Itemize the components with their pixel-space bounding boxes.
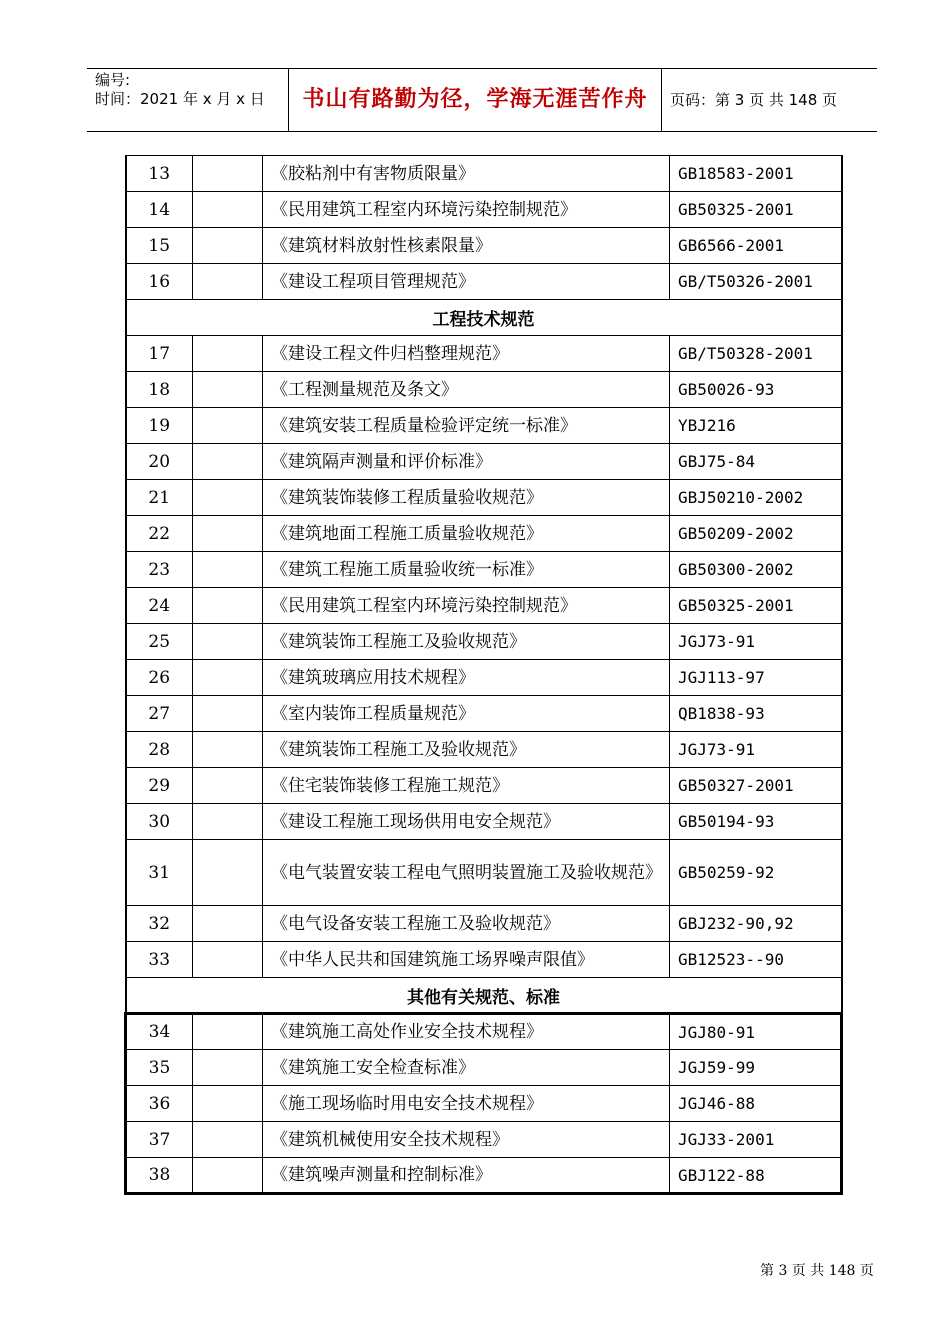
row-blank-cell — [193, 1158, 263, 1194]
section-row — [126, 300, 842, 336]
row-number: 28 — [126, 732, 193, 768]
row-blank-cell — [193, 624, 263, 660]
standard-name: 《建筑装饰装修工程质量验收规范》 — [263, 480, 670, 516]
standard-code: JGJ80-91 — [670, 1014, 842, 1050]
serial-label: 编号: — [95, 71, 131, 89]
table-row — [126, 906, 842, 942]
table-row — [126, 516, 842, 552]
standard-name: 《电气装置安装工程电气照明装置施工及验收规范》 — [263, 840, 670, 906]
row-number: 29 — [126, 768, 193, 804]
standard-code: GB50325-2001 — [670, 192, 842, 228]
standard-name: 《建筑材料放射性核素限量》 — [263, 228, 670, 264]
table-row — [126, 660, 842, 696]
standards-table-body — [126, 156, 842, 1194]
section-row — [126, 978, 842, 1014]
row-blank-cell — [193, 372, 263, 408]
page-header — [87, 68, 877, 132]
standard-name: 《室内装饰工程质量规范》 — [263, 696, 670, 732]
header-motto: 书山有路勤为径，学海无涯苦作舟 — [302, 87, 648, 112]
standard-code: JGJ73-91 — [670, 624, 842, 660]
standard-code: GB50300-2002 — [670, 552, 842, 588]
standard-code: YBJ216 — [670, 408, 842, 444]
row-number: 25 — [126, 624, 193, 660]
row-blank-cell — [193, 1086, 263, 1122]
row-number: 36 — [126, 1086, 193, 1122]
table-row — [126, 1158, 842, 1194]
standard-name: 《建筑装饰工程施工及验收规范》 — [263, 732, 670, 768]
header-meta — [95, 71, 285, 109]
standard-code: GBJ75-84 — [670, 444, 842, 480]
standards-table — [124, 155, 843, 1195]
row-number: 14 — [126, 192, 193, 228]
row-blank-cell — [193, 552, 263, 588]
standard-name: 《建筑机械使用安全技术规程》 — [263, 1122, 670, 1158]
standard-code: GB50209-2002 — [670, 516, 842, 552]
table-row — [126, 732, 842, 768]
row-blank-cell — [193, 516, 263, 552]
standard-code: GB6566-2001 — [670, 228, 842, 264]
row-number: 37 — [126, 1122, 193, 1158]
row-number: 24 — [126, 588, 193, 624]
standard-name: 《建设工程文件归档整理规范》 — [263, 336, 670, 372]
row-number: 27 — [126, 696, 193, 732]
section-title: 其他有关规范、标准 — [126, 978, 842, 1014]
row-number: 23 — [126, 552, 193, 588]
table-row — [126, 1014, 842, 1050]
standard-name: 《中华人民共和国建筑施工场界噪声限值》 — [263, 942, 670, 978]
row-number: 31 — [126, 840, 193, 906]
standard-code: GB50026-93 — [670, 372, 842, 408]
standard-name: 《民用建筑工程室内环境污染控制规范》 — [263, 192, 670, 228]
row-number: 38 — [126, 1158, 193, 1194]
standard-code: JGJ33-2001 — [670, 1122, 842, 1158]
row-blank-cell — [193, 588, 263, 624]
section-title: 工程技术规范 — [126, 300, 842, 336]
table-row — [126, 840, 842, 906]
standard-code: GB12523--90 — [670, 942, 842, 978]
row-number: 18 — [126, 372, 193, 408]
row-blank-cell — [193, 768, 263, 804]
table-row — [126, 408, 842, 444]
table-row — [126, 942, 842, 978]
table-row — [126, 156, 842, 192]
table-row — [126, 228, 842, 264]
row-number: 35 — [126, 1050, 193, 1086]
standard-name: 《建设工程项目管理规范》 — [263, 264, 670, 300]
row-number: 13 — [126, 156, 193, 192]
row-blank-cell — [193, 732, 263, 768]
standard-name: 《建设工程施工现场供用电安全规范》 — [263, 804, 670, 840]
row-blank-cell — [193, 840, 263, 906]
standard-code: GB/T50326-2001 — [670, 264, 842, 300]
table-row — [126, 696, 842, 732]
table-row — [126, 1050, 842, 1086]
row-blank-cell — [193, 192, 263, 228]
standard-name: 《建筑噪声测量和控制标准》 — [263, 1158, 670, 1194]
row-blank-cell — [193, 336, 263, 372]
table-row — [126, 1086, 842, 1122]
row-number: 20 — [126, 444, 193, 480]
row-blank-cell — [193, 906, 263, 942]
row-number: 21 — [126, 480, 193, 516]
row-blank-cell — [193, 1122, 263, 1158]
standard-name: 《住宅装饰装修工程施工规范》 — [263, 768, 670, 804]
row-blank-cell — [193, 408, 263, 444]
standard-name: 《建筑隔声测量和评价标准》 — [263, 444, 670, 480]
standard-code: GB50325-2001 — [670, 588, 842, 624]
standard-code: GBJ122-88 — [670, 1158, 842, 1194]
table-row — [126, 624, 842, 660]
standard-name: 《建筑工程施工质量验收统一标准》 — [263, 552, 670, 588]
row-blank-cell — [193, 156, 263, 192]
standard-code: JGJ73-91 — [670, 732, 842, 768]
table-row — [126, 552, 842, 588]
standard-code: GB18583-2001 — [670, 156, 842, 192]
standard-code: JGJ59-99 — [670, 1050, 842, 1086]
standard-name: 《建筑玻璃应用技术规程》 — [263, 660, 670, 696]
row-blank-cell — [193, 480, 263, 516]
standard-code: JGJ46-88 — [670, 1086, 842, 1122]
row-number: 30 — [126, 804, 193, 840]
standard-code: GBJ232-90,92 — [670, 906, 842, 942]
table-row — [126, 588, 842, 624]
row-number: 22 — [126, 516, 193, 552]
standard-name: 《建筑装饰工程施工及验收规范》 — [263, 624, 670, 660]
standard-name: 《电气设备安装工程施工及验收规范》 — [263, 906, 670, 942]
standard-name: 《建筑施工安全检查标准》 — [263, 1050, 670, 1086]
time-label: 时间：2021 年 x 月 x 日 — [95, 90, 265, 108]
standard-code: QB1838-93 — [670, 696, 842, 732]
row-number: 15 — [126, 228, 193, 264]
standard-code: GB50259-92 — [670, 840, 842, 906]
row-blank-cell — [193, 228, 263, 264]
row-number: 19 — [126, 408, 193, 444]
standard-name: 《建筑安装工程质量检验评定统一标准》 — [263, 408, 670, 444]
row-blank-cell — [193, 696, 263, 732]
table-row — [126, 264, 842, 300]
standard-code: GB/T50328-2001 — [670, 336, 842, 372]
row-blank-cell — [193, 942, 263, 978]
row-blank-cell — [193, 804, 263, 840]
table-row — [126, 804, 842, 840]
table-row — [126, 192, 842, 228]
standard-code: GBJ50210-2002 — [670, 480, 842, 516]
header-divider — [661, 69, 662, 131]
row-number: 33 — [126, 942, 193, 978]
standard-name: 《施工现场临时用电安全技术规程》 — [263, 1086, 670, 1122]
row-blank-cell — [193, 660, 263, 696]
row-number: 26 — [126, 660, 193, 696]
row-number: 17 — [126, 336, 193, 372]
header-page-info: 页码：第 3 页 共 148 页 — [670, 91, 838, 109]
table-row — [126, 1122, 842, 1158]
row-number: 32 — [126, 906, 193, 942]
standard-name: 《胶粘剂中有害物质限量》 — [263, 156, 670, 192]
standard-name: 《工程测量规范及条文》 — [263, 372, 670, 408]
standard-name: 《建筑地面工程施工质量验收规范》 — [263, 516, 670, 552]
standard-code: GB50327-2001 — [670, 768, 842, 804]
table-row — [126, 480, 842, 516]
row-blank-cell — [193, 1050, 263, 1086]
page-footer: 第 3 页 共 148 页 — [760, 1263, 874, 1279]
row-number: 16 — [126, 264, 193, 300]
standard-name: 《民用建筑工程室内环境污染控制规范》 — [263, 588, 670, 624]
row-blank-cell — [193, 444, 263, 480]
row-number: 34 — [126, 1014, 193, 1050]
table-row — [126, 372, 842, 408]
standard-name: 《建筑施工高处作业安全技术规程》 — [263, 1014, 670, 1050]
standard-code: GB50194-93 — [670, 804, 842, 840]
standard-code: JGJ113-97 — [670, 660, 842, 696]
row-blank-cell — [193, 1014, 263, 1050]
table-row — [126, 336, 842, 372]
table-row — [126, 768, 842, 804]
row-blank-cell — [193, 264, 263, 300]
table-row — [126, 444, 842, 480]
